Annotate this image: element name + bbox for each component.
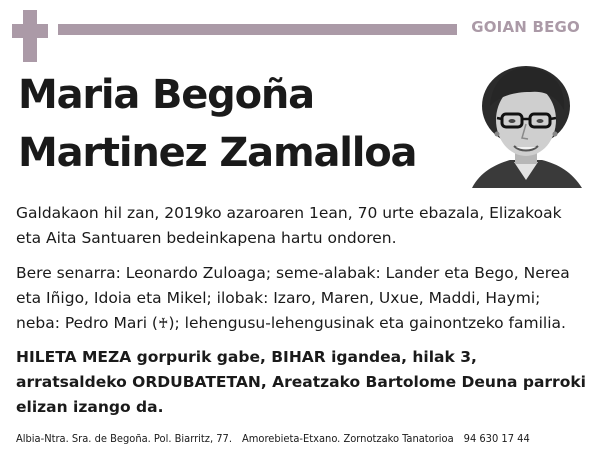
- family-text-part2: ); lehengusu-lehengusinak eta gainontzeko familia.: [168, 314, 566, 332]
- deceased-name-first: Maria Begoña: [18, 72, 314, 118]
- cross-icon-small: ♰: [157, 316, 169, 332]
- footer-funeral-home: Amorebieta-Etxano. Zornotzako Tanatorioa: [241, 432, 454, 445]
- portrait-photo: [470, 62, 582, 188]
- footer-phone: 94 630 17 44: [463, 432, 530, 445]
- deceased-name-surnames: Martinez Zamalloa: [18, 130, 417, 176]
- family-text-part1: Bere senarra: Leonardo Zuloaga; seme-alabak: Lander eta Bego, Nerea eta Iñigo, Idoia eta Mikel; ilobak: Izaro, Maren, Uxue, Maddi, Haymi; neba: Pedro Mari (: [16, 264, 570, 332]
- family-paragraph: [16, 261, 586, 336]
- funeral-paragraph: HILETA MEZA gorpurik gabe, BIHAR igandea, hilak 3, arratsaldeko ORDUBATETAN, Areatzako Bartolome Deuna parroki elizan izango da.: [16, 348, 586, 416]
- header-label: GOIAN BEGO: [471, 18, 580, 36]
- footer-address: Albia-Ntra. Sra. de Begoña. Pol. Biarritz, 77.: [16, 432, 232, 445]
- footer: [16, 432, 586, 445]
- cross-icon: [12, 10, 48, 62]
- death-notice-paragraph: Galdakaon hil zan, 2019ko azaroaren 1ean, 70 urte ebazala, Elizakoak eta Aita Santuaren bedeinkapena hartu ondoren.: [16, 204, 562, 247]
- header-divider: [58, 24, 457, 35]
